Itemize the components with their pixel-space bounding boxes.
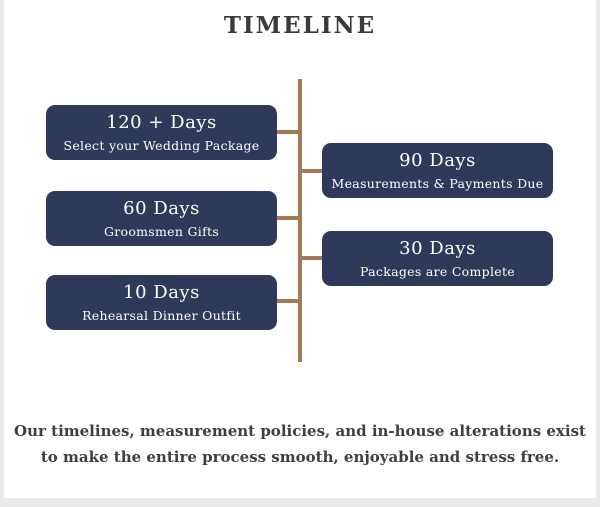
- milestone-days: 90 Days: [399, 150, 476, 171]
- connector-90-days: [300, 169, 324, 173]
- connector-120-days: [276, 130, 300, 134]
- milestone-description: Packages are Complete: [360, 264, 515, 279]
- note-line-1: Our timelines, measurement policies, and in-house alterations exist: [14, 422, 586, 440]
- timeline-note: [0, 418, 600, 470]
- note-line-2: to make the entire process smooth, enjoyable and stress free.: [40, 448, 560, 466]
- milestone-120-days: [46, 105, 277, 160]
- connector-60-days: [276, 216, 300, 220]
- milestone-90-days: [322, 143, 553, 198]
- milestone-days: 10 Days: [123, 282, 200, 303]
- page-title: TIMELINE: [223, 12, 377, 39]
- milestone-30-days: [322, 231, 553, 286]
- milestone-description: Measurements & Payments Due: [331, 176, 544, 191]
- milestone-10-days: [46, 275, 277, 330]
- milestone-description: Rehearsal Dinner Outfit: [82, 308, 241, 323]
- bottom-edge: [0, 498, 600, 507]
- milestone-days: 30 Days: [399, 238, 476, 259]
- milestone-60-days: [46, 191, 277, 246]
- timeline-spine: [298, 79, 302, 362]
- connector-30-days: [300, 256, 324, 260]
- milestone-days: 60 Days: [123, 198, 200, 219]
- milestone-days: 120 + Days: [106, 112, 217, 133]
- connector-10-days: [276, 299, 300, 303]
- milestone-description: Select your Wedding Package: [63, 138, 260, 153]
- milestone-description: Groomsmen Gifts: [103, 224, 220, 239]
